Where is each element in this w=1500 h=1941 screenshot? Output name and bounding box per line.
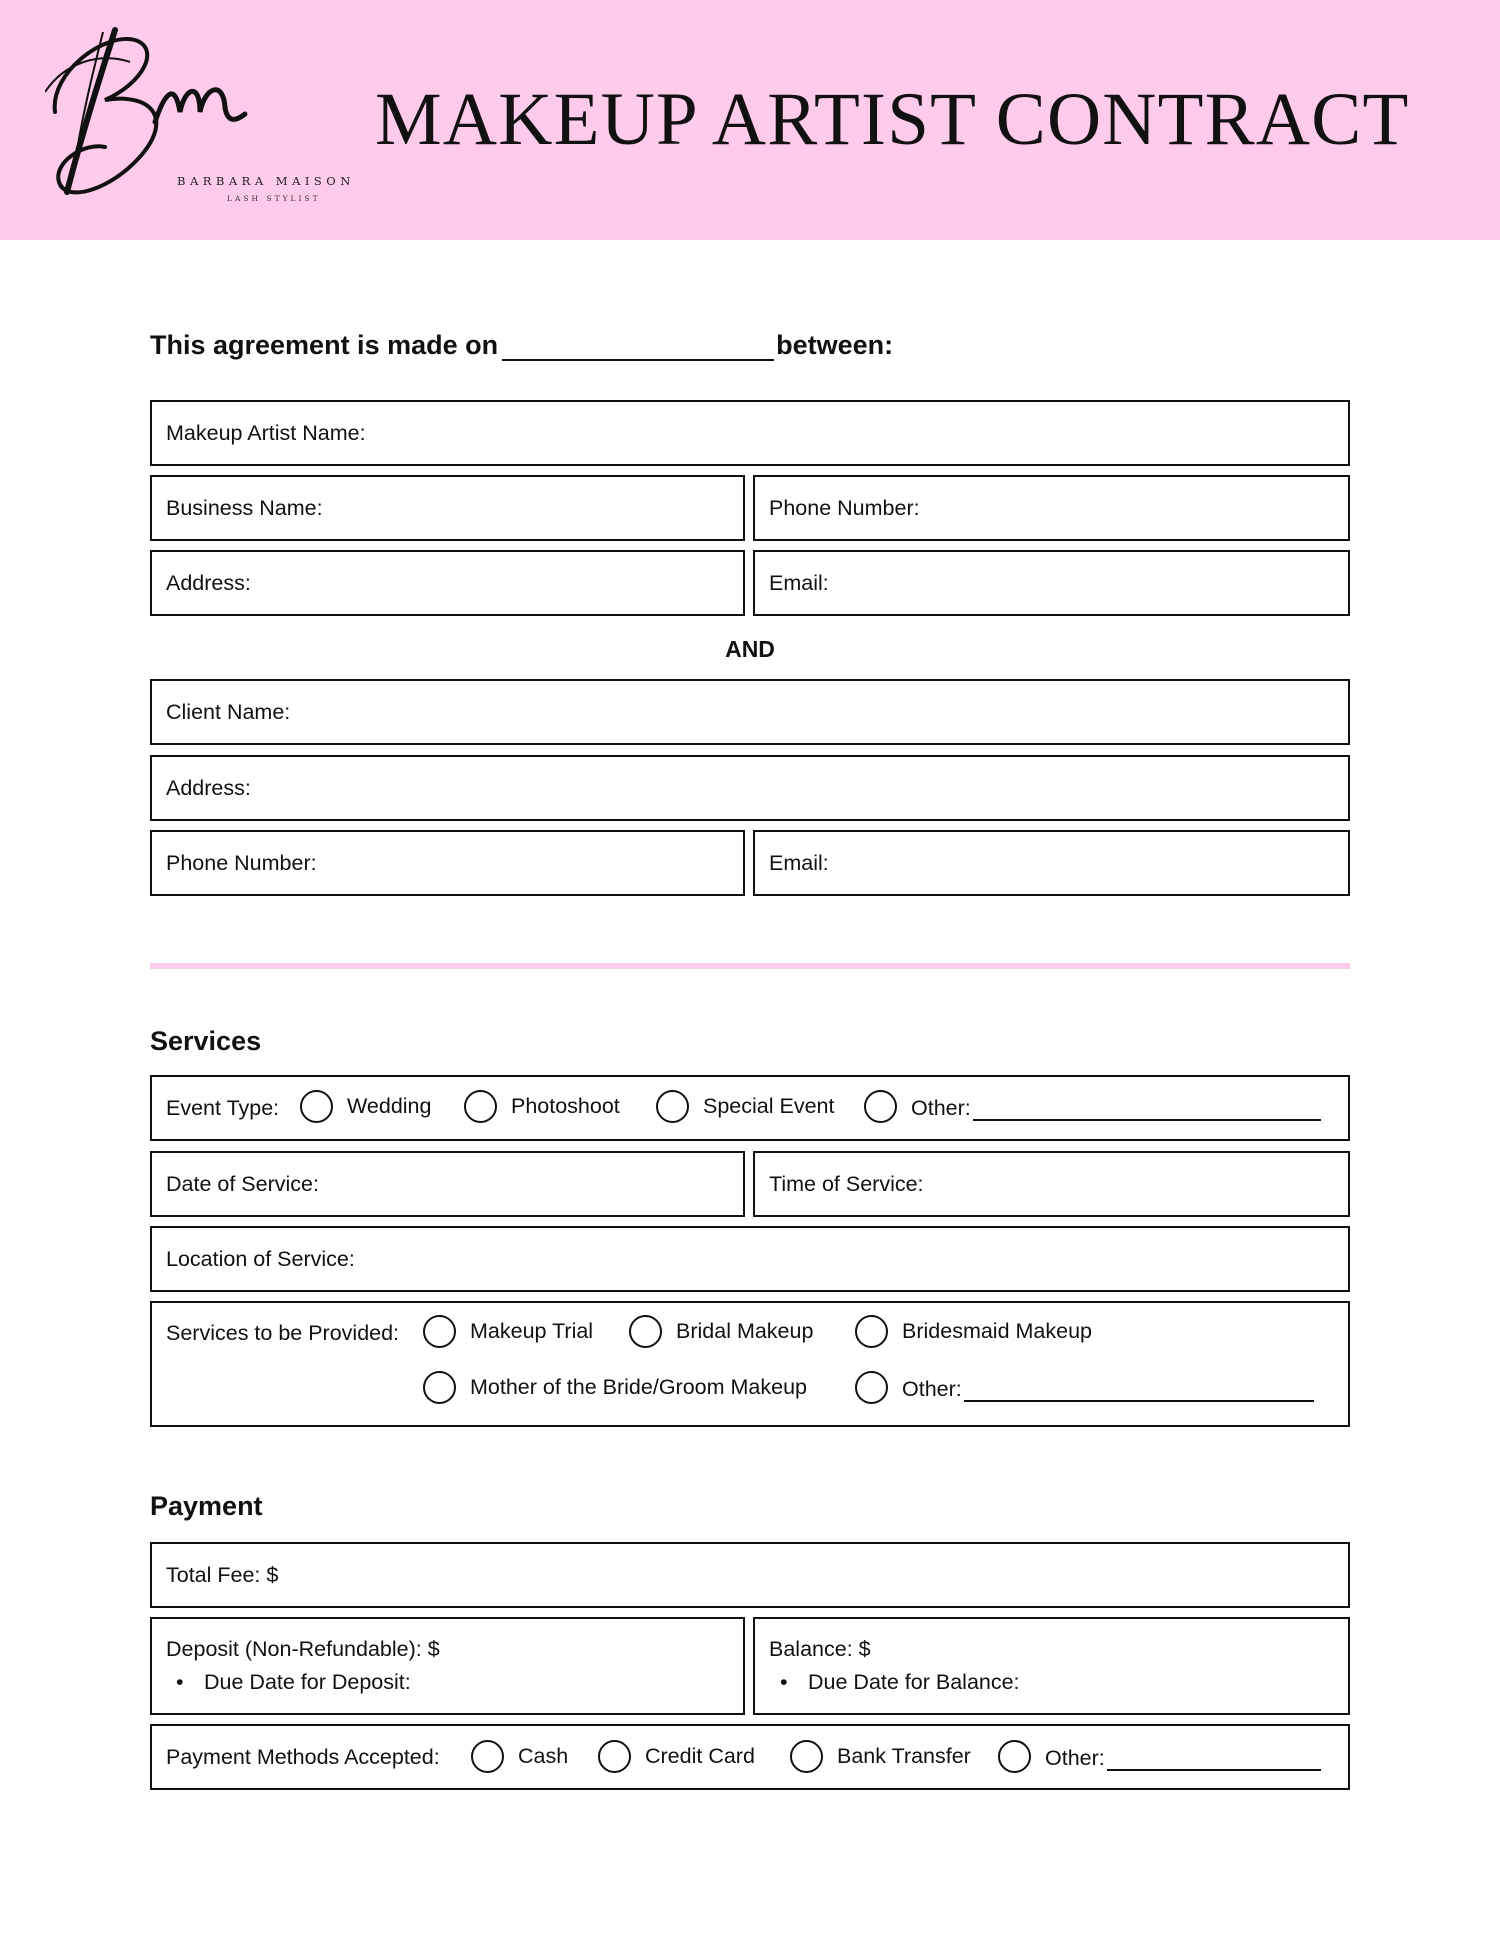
- payment-option-label: Bank Transfer: [837, 1744, 971, 1768]
- service-option-other[interactable]: [855, 1371, 1314, 1404]
- service-option-label: Other:: [902, 1377, 962, 1401]
- client-phone-label: Phone Number:: [166, 850, 317, 875]
- event-option-label: Other:: [911, 1096, 971, 1120]
- radio-circle-icon[interactable]: [629, 1315, 662, 1348]
- logo-subtitle: LASH STYLIST: [227, 194, 321, 203]
- payment-option-label: Other:: [1045, 1746, 1105, 1770]
- artist-phone-label: Phone Number:: [769, 495, 920, 520]
- radio-circle-icon[interactable]: [864, 1090, 897, 1123]
- deposit-due-item: • Due Date for Deposit:: [204, 1670, 411, 1695]
- time-of-service-label: Time of Service:: [769, 1171, 924, 1196]
- service-option-label: Bridal Makeup: [676, 1319, 814, 1343]
- radio-circle-icon[interactable]: [656, 1090, 689, 1123]
- artist-email-field[interactable]: [753, 550, 1350, 616]
- service-other-input[interactable]: [964, 1374, 1314, 1402]
- event-option-label: Photoshoot: [511, 1094, 620, 1118]
- artist-name-field[interactable]: [150, 400, 1350, 466]
- client-address-label: Address:: [166, 775, 251, 800]
- payment-option-credit-card[interactable]: [598, 1740, 755, 1773]
- radio-circle-icon[interactable]: [855, 1371, 888, 1404]
- client-address-field[interactable]: [150, 755, 1350, 821]
- header-banner: [0, 0, 1500, 240]
- payment-option-other[interactable]: [998, 1740, 1321, 1773]
- radio-circle-icon[interactable]: [998, 1740, 1031, 1773]
- balance-field[interactable]: [753, 1617, 1350, 1715]
- payment-other-input[interactable]: [1107, 1743, 1321, 1771]
- radio-circle-icon[interactable]: [790, 1740, 823, 1773]
- event-option-special-event[interactable]: [656, 1090, 834, 1123]
- services-provided-label: Services to be Provided:: [166, 1321, 400, 1345]
- client-email-field[interactable]: [753, 830, 1350, 896]
- payment-option-cash[interactable]: [471, 1740, 568, 1773]
- artist-name-label: Makeup Artist Name:: [166, 420, 366, 445]
- radio-circle-icon[interactable]: [471, 1740, 504, 1773]
- artist-phone-field[interactable]: [753, 475, 1350, 541]
- location-of-service-label: Location of Service:: [166, 1246, 355, 1271]
- services-heading: Services: [150, 1026, 262, 1056]
- section-divider: [150, 963, 1350, 969]
- event-option-other[interactable]: [864, 1090, 1321, 1123]
- payment-methods-label: Payment Methods Accepted:: [166, 1744, 440, 1769]
- radio-circle-icon[interactable]: [423, 1371, 456, 1404]
- event-type-label: Event Type:: [166, 1095, 280, 1120]
- deposit-label: Deposit (Non-Refundable): $: [166, 1637, 440, 1661]
- radio-circle-icon[interactable]: [855, 1315, 888, 1348]
- business-name-label: Business Name:: [166, 495, 323, 520]
- client-phone-field[interactable]: [150, 830, 745, 896]
- agreement-suffix: between:: [776, 330, 894, 360]
- page-title: MAKEUP ARTIST CONTRACT: [375, 78, 1410, 161]
- agreement-prefix: This agreement is made on: [150, 330, 499, 360]
- date-of-service-field[interactable]: [150, 1151, 745, 1217]
- service-option-label: Bridesmaid Makeup: [902, 1319, 1093, 1343]
- client-name-label: Client Name:: [166, 699, 291, 724]
- artist-email-label: Email:: [769, 570, 829, 595]
- client-name-field[interactable]: [150, 679, 1350, 745]
- payment-option-label: Credit Card: [645, 1744, 755, 1768]
- service-option-mother-makeup[interactable]: [423, 1371, 807, 1404]
- radio-circle-icon[interactable]: [423, 1315, 456, 1348]
- event-option-label: Special Event: [703, 1094, 835, 1118]
- payment-option-bank-transfer[interactable]: [790, 1740, 971, 1773]
- time-of-service-field[interactable]: [753, 1151, 1350, 1217]
- service-option-label: Mother of the Bride/Groom Makeup: [470, 1375, 807, 1399]
- service-option-bridesmaid-makeup[interactable]: [855, 1315, 1092, 1348]
- and-separator: AND: [725, 636, 775, 662]
- deposit-field[interactable]: [150, 1617, 745, 1715]
- agreement-line: [150, 325, 893, 361]
- artist-address-label: Address:: [166, 570, 251, 595]
- date-of-service-label: Date of Service:: [166, 1171, 319, 1196]
- balance-due-item: • Due Date for Balance:: [808, 1670, 1020, 1695]
- event-other-input[interactable]: [973, 1093, 1321, 1121]
- radio-circle-icon[interactable]: [300, 1090, 333, 1123]
- service-option-label: Makeup Trial: [470, 1319, 594, 1343]
- total-fee-field[interactable]: [150, 1542, 1350, 1608]
- event-option-wedding[interactable]: [300, 1090, 431, 1123]
- payment-option-label: Cash: [518, 1744, 569, 1768]
- event-option-label: Wedding: [347, 1094, 432, 1118]
- artist-address-field[interactable]: [150, 550, 745, 616]
- service-option-bridal-makeup[interactable]: [629, 1315, 813, 1348]
- agreement-date-input[interactable]: [502, 325, 774, 361]
- logo-monogram-icon: [45, 22, 305, 222]
- business-name-field[interactable]: [150, 475, 745, 541]
- service-option-makeup-trial[interactable]: [423, 1315, 593, 1348]
- logo: [45, 22, 355, 222]
- payment-heading: Payment: [150, 1491, 263, 1521]
- logo-name: BARBARA MAISON: [177, 174, 355, 188]
- client-email-label: Email:: [769, 850, 829, 875]
- location-of-service-field[interactable]: [150, 1226, 1350, 1292]
- balance-label: Balance: $: [769, 1637, 871, 1661]
- total-fee-label: Total Fee: $: [166, 1562, 279, 1587]
- radio-circle-icon[interactable]: [598, 1740, 631, 1773]
- radio-circle-icon[interactable]: [464, 1090, 497, 1123]
- event-option-photoshoot[interactable]: [464, 1090, 620, 1123]
